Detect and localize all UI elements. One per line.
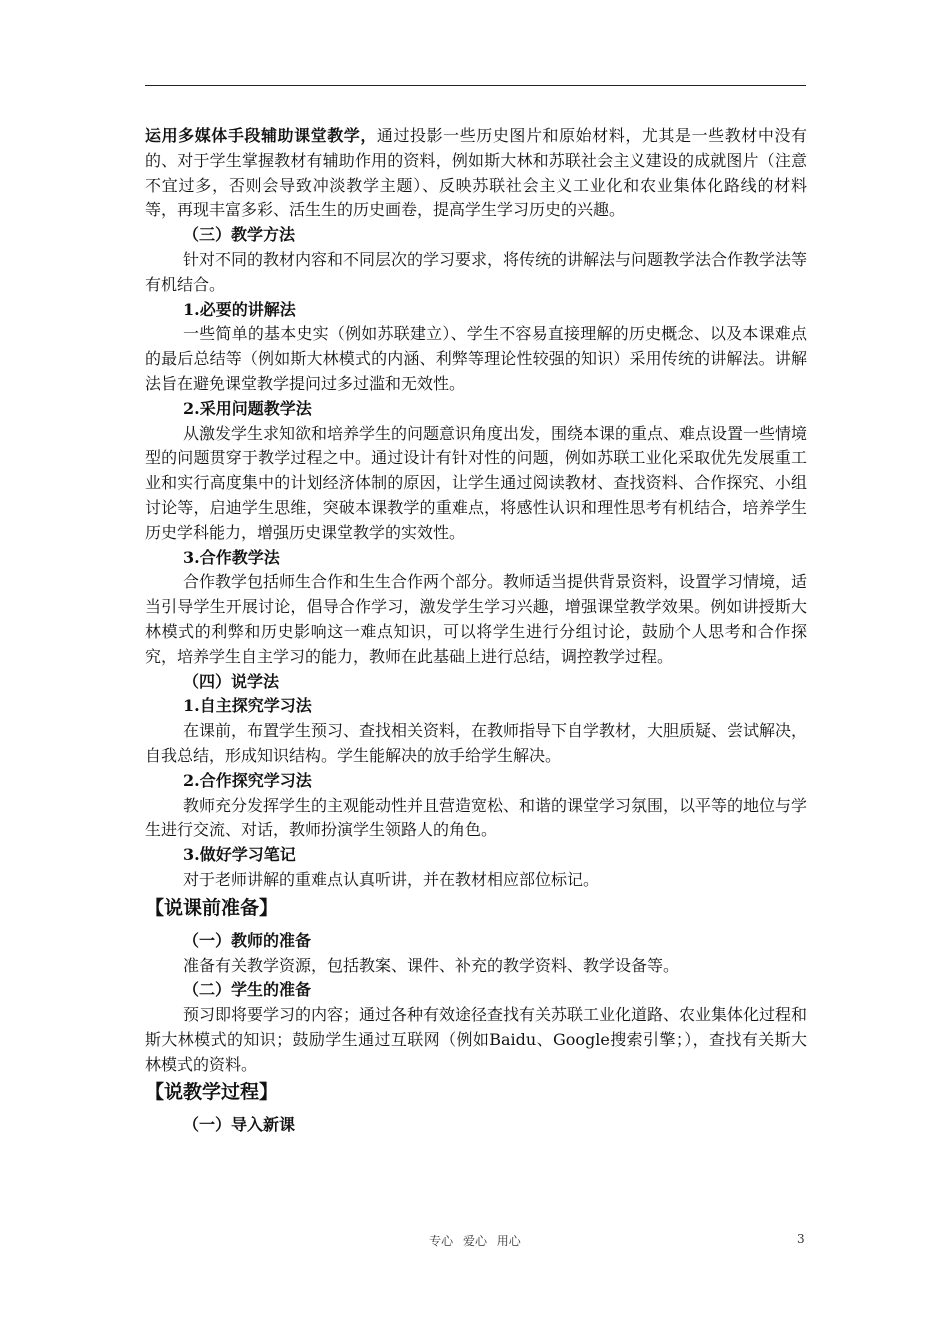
paragraph-teacher-preparation: 准备有关教学资源，包括教案、课件、补充的教学资料、教学设备等。 (183, 955, 680, 975)
paragraph-text: 通过投影一些历史图片和原始材料，尤其是一些教材中没有的、对于学生掌握教材有辅助作用的资料，例如斯大林和苏联社会主义建设的成就图片（注意不宜过多，否则会导致冲淡教学主题）、反映苏联社会主义工业化和农业集体化路线的材料等，再现丰富多彩、活生生的历史画卷，提高学生学习历史的兴趣。 (145, 126, 807, 220)
header-rule (145, 85, 806, 86)
paragraph-multimedia (145, 124, 807, 223)
paragraph-lecture-method: 一些简单的基本史实（例如苏联建立）、学生不容易直接理解的历史概念、以及本课难点的最后总结等（例如斯大林模式的内涵、利弊等理论性较强的知识）采用传统的讲解法。讲解法旨在避免课堂教学提问过多过滥和无效性。 (145, 324, 807, 393)
paragraph-cooperative-study: 教师充分发挥学生的主观能动性并且营造宽松、和谐的课堂学习氛围，以平等的地位与学生进行交流、对话，教师扮演学生领路人的角色。 (145, 795, 808, 840)
heading-question-method: 2.采用问题教学法 (183, 398, 312, 418)
footer-motto: 专心 爱心 用心 (429, 1234, 521, 1248)
paragraph-cooperative-method: 合作教学包括师生合作和生生合作两个部分。教师适当提供背景资料，设置学习情境，适当引导学生开展讨论，倡导合作学习，激发学生学习兴趣，增强课堂教学效果。例如讲授斯大林模式的利弊和历史影响这一难点知识，可以将学生进行分组讨论，鼓励个人思考和合作探究，培养学生自主学习的能力，教师在此基础上进行总结，调控教学过程。 (145, 572, 808, 666)
paragraph-self-study: 在课前，布置学生预习、查找相关资料，在教师指导下自学教材，大胆质疑、尝试解决，自我总结，形成知识结构。学生能解决的放手给学生解决。 (145, 721, 808, 765)
page-content (145, 124, 807, 1138)
section-title-preparation: 【说课前准备】 (145, 896, 279, 919)
heading-teacher-preparation: （一）教师的准备 (183, 930, 312, 950)
heading-introduction: （一）导入新课 (183, 1115, 296, 1135)
heading-lecture-method: 1.必要的讲解法 (183, 299, 296, 319)
paragraph-teaching-methods: 针对不同的教材内容和不同层次的学习要求，将传统的讲解法与问题教学法合作教学法等有机结合。 (145, 249, 808, 294)
heading-teaching-methods: （三）教学方法 (183, 225, 296, 245)
page-number: 3 (797, 1232, 805, 1246)
paragraph-lead-bold: 运用多媒体手段辅助课堂教学， (145, 126, 377, 145)
heading-study-notes: 3.做好学习笔记 (183, 845, 296, 865)
heading-cooperative-study: 2.合作探究学习法 (183, 770, 312, 790)
heading-self-study: 1.自主探究学习法 (183, 696, 312, 716)
section-title-process: 【说教学过程】 (145, 1081, 279, 1104)
paragraph-student-preparation: 预习即将要学习的内容；通过各种有效途径查找有关苏联工业化道路、农业集体化过程和斯大林模式的知识；鼓励学生通过互联网（例如Baidu、Google搜索引擎；），查找有关斯大林模式的资料。 (145, 1005, 808, 1074)
paragraph-question-method: 从激发学生求知欲和培养学生的问题意识角度出发，围绕本课的重点、难点设置一些情境型的问题贯穿于教学过程之中。通过设计有针对性的问题，例如苏联工业化采取优先发展重工业和实行高度集中的计划经济体制的原因，让学生通过阅读教材、查找资料、合作探究、小组讨论等，启迪学生思维，突破本课教学的重难点，将感性认识和理性思考有机结合，培养学生历史学科能力，增强历史课堂教学的实效性。 (145, 423, 808, 542)
heading-learning-methods: （四）说学法 (183, 671, 280, 691)
heading-cooperative-method: 3.合作教学法 (183, 547, 280, 567)
page-footer (0, 1232, 950, 1252)
heading-student-preparation: （二）学生的准备 (183, 980, 312, 1000)
paragraph-study-notes: 对于老师讲解的重难点认真听讲，并在教材相应部位标记。 (183, 869, 600, 889)
